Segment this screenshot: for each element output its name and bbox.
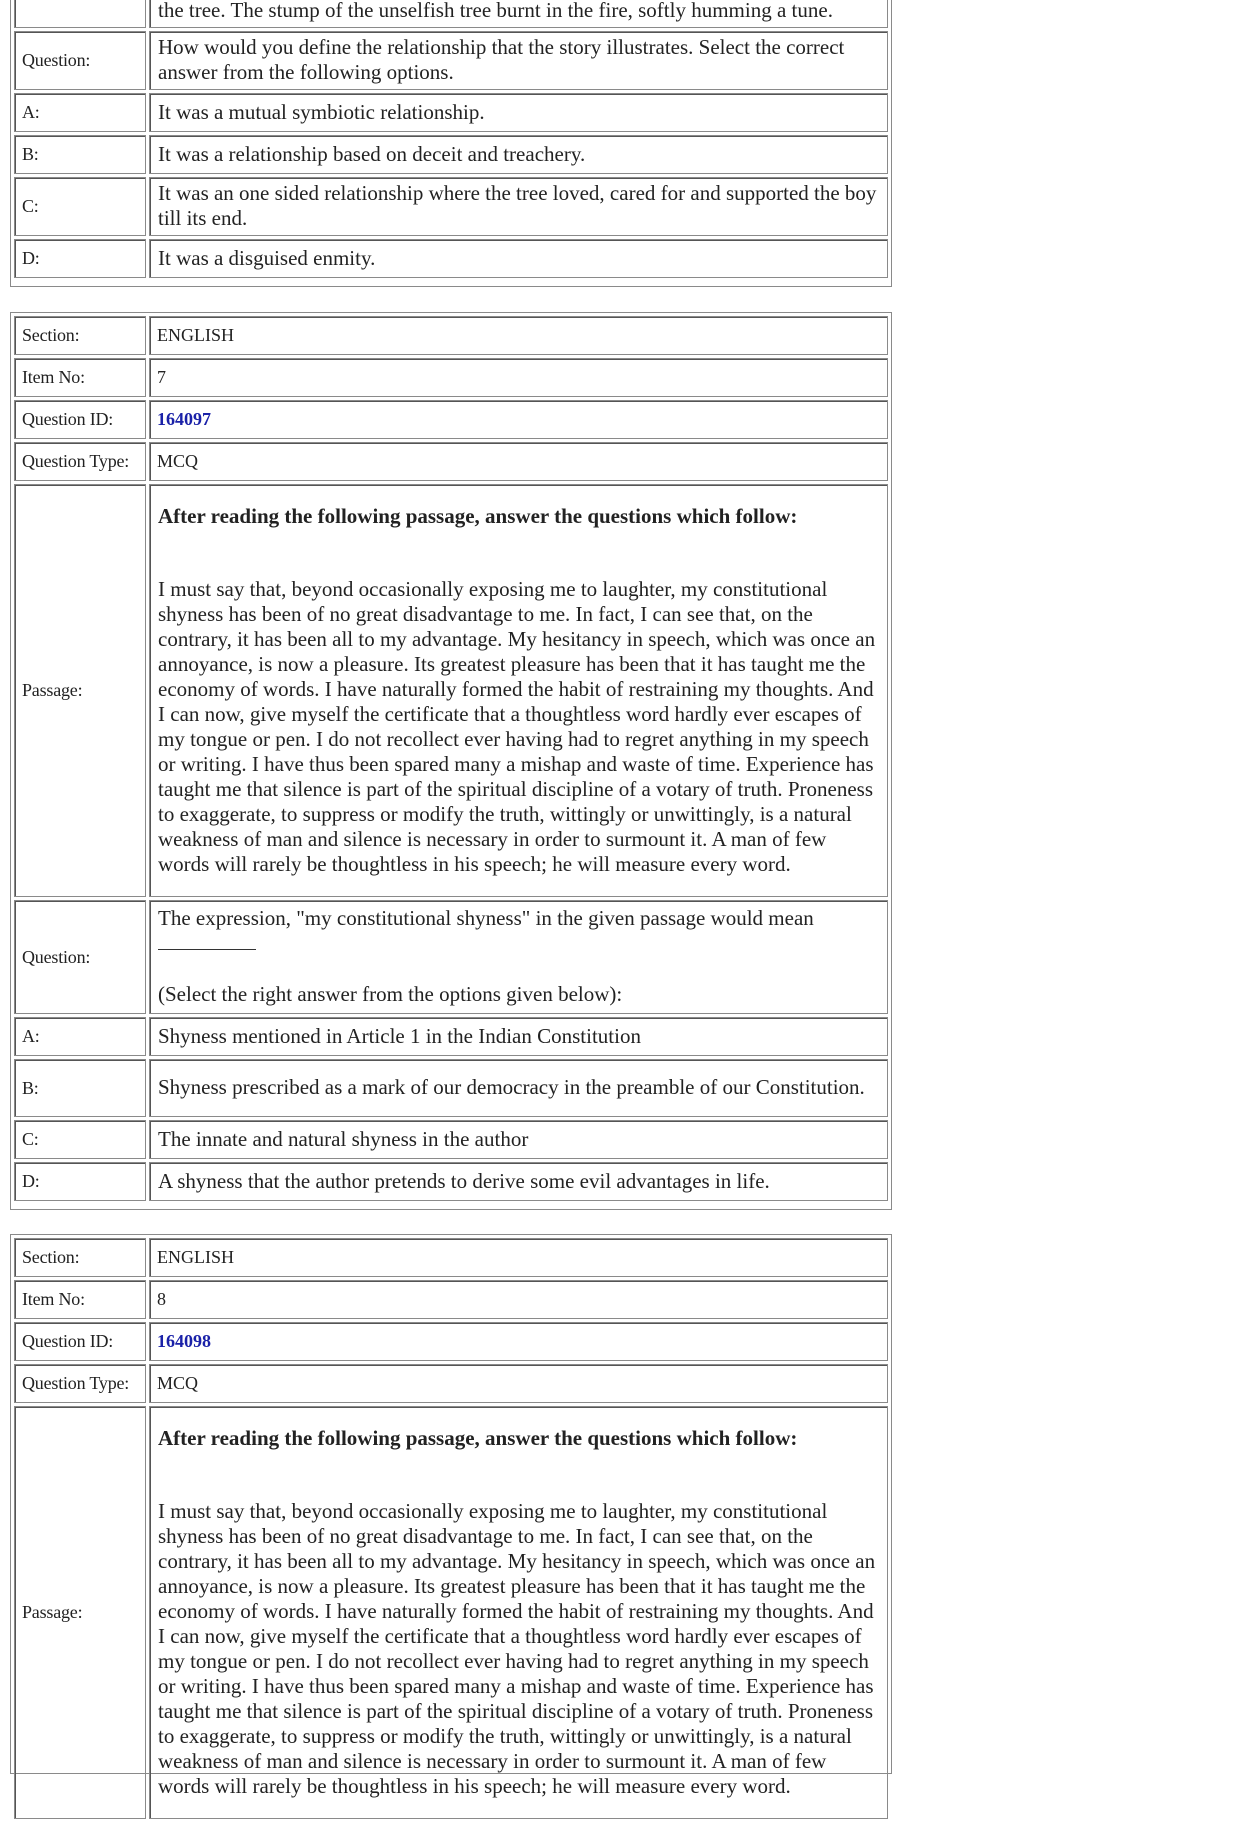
- question-id-label: Question ID:: [14, 1322, 146, 1361]
- option-d-text: It was a disguised enmity.: [149, 239, 888, 278]
- passage-text: I must say that, beyond occasionally exposing me to laughter, my constitutional shyness has been of no great disadvantage to me. In fact, I can see that, on the contrary, it has been all to my advantage. My hesitancy in speech, which was once an annoyance, is now a pleasure. Its greatest pleasure has been that it has taught me the economy of words. I have naturally formed the habit of restraining my thoughts. And I can now, give myself the certificate that a thoughtless word hardly ever escapes of my tongue or pen. I do not recollect ever having had to regret anything in my speech or writing. I have thus been spared many a mishap and waste of time. Experience has taught me that silence is part of the spiritual discipline of a votary of truth. Proneness to exaggerate, to suppress or modify the truth, wittingly or unwittingly, is a natural weakness of man and silence is necessary in order to surmount it. A man of few words will rarely be thoughtless in his speech; he will measure every word.: [158, 576, 876, 876]
- question-instruction: (Select the right answer from the options given below):: [158, 982, 623, 1006]
- option-b-label: B:: [14, 1059, 146, 1117]
- question-table-8: [10, 1234, 892, 1798]
- question-type-value: MCQ: [149, 442, 888, 481]
- passage-row: [14, 484, 888, 897]
- question-type-label: Question Type:: [14, 442, 146, 481]
- section-label: Section:: [14, 316, 146, 355]
- question-row: [14, 900, 888, 1014]
- option-a-text: Shyness mentioned in Article 1 in the Indian Constitution: [149, 1017, 888, 1056]
- option-row-d: [14, 239, 888, 278]
- option-b-text: It was a relationship based on deceit and treachery.: [149, 135, 888, 174]
- option-row-a: [14, 93, 888, 132]
- question-id-cell: [149, 400, 888, 439]
- answer-blank: [158, 948, 256, 950]
- question-id-value: 164098: [157, 1330, 211, 1351]
- section-value: ENGLISH: [149, 1238, 888, 1277]
- passage-cell: [149, 484, 888, 897]
- item-no-row: [14, 1280, 888, 1319]
- option-c-text: It was an one sided relationship where the tree loved, cared for and supported the boy till its end.: [149, 177, 888, 236]
- passage-row: [14, 0, 888, 28]
- section-value: ENGLISH: [149, 316, 888, 355]
- question-label: Question:: [14, 900, 146, 1014]
- option-a-label: A:: [14, 93, 146, 132]
- item-no-value: 8: [149, 1280, 888, 1319]
- option-row-a: [14, 1017, 888, 1056]
- passage-label: Passage:: [14, 1406, 146, 1819]
- question-type-row: [14, 442, 888, 481]
- option-d-label: D:: [14, 1162, 146, 1201]
- passage-row: [14, 1406, 888, 1819]
- passage-text: I must say that, beyond occasionally exposing me to laughter, my constitutional shyness has been of no great disadvantage to me. In fact, I can see that, on the contrary, it has been all to my advantage. My hesitancy in speech, which was once an annoyance, is now a pleasure. Its greatest pleasure has been that it has taught me the economy of words. I have naturally formed the habit of restraining my thoughts. And I can now, give myself the certificate that a thoughtless word hardly ever escapes of my tongue or pen. I do not recollect ever having had to regret anything in my speech or writing. I have thus been spared many a mishap and waste of time. Experience has taught me that silence is part of the spiritual discipline of a votary of truth. Proneness to exaggerate, to suppress or modify the truth, wittingly or unwittingly, is a natural weakness of man and silence is necessary in order to surmount it. A man of few words will rarely be thoughtless in his speech; he will measure every word.: [158, 1498, 876, 1798]
- option-row-c: [14, 177, 888, 236]
- option-row-b: [14, 135, 888, 174]
- option-d-label: D:: [14, 239, 146, 278]
- question-table-6: [10, 0, 892, 287]
- section-label: Section:: [14, 1238, 146, 1277]
- question-id-label: Question ID:: [14, 400, 146, 439]
- question-type-row: [14, 1364, 888, 1403]
- passage-text: the tree. The stump of the unselfish tree burnt in the fire, softly humming a tune.: [149, 0, 888, 28]
- passage-label-cell: [14, 0, 146, 28]
- option-a-text: It was a mutual symbiotic relationship.: [149, 93, 888, 132]
- option-b-label: B:: [14, 135, 146, 174]
- option-row-c: [14, 1120, 888, 1159]
- question-id-cell: [149, 1322, 888, 1361]
- option-d-text: A shyness that the author pretends to derive some evil advantages in life.: [149, 1162, 888, 1201]
- passage-label: Passage:: [14, 484, 146, 897]
- question-id-value: 164097: [157, 408, 211, 429]
- question-id-row: [14, 1322, 888, 1361]
- option-row-b: [14, 1059, 888, 1117]
- section-row: [14, 316, 888, 355]
- question-type-value: MCQ: [149, 1364, 888, 1403]
- option-c-text: The innate and natural shyness in the author: [149, 1120, 888, 1159]
- option-b-text: Shyness prescribed as a mark of our democracy in the preamble of our Constitution.: [149, 1059, 888, 1117]
- question-cell: [149, 900, 888, 1014]
- passage-title: After reading the following passage, answer the questions which follow:: [158, 503, 798, 528]
- question-label: Question:: [14, 31, 146, 90]
- item-no-label: Item No:: [14, 1280, 146, 1319]
- section-row: [14, 1238, 888, 1277]
- item-no-row: [14, 358, 888, 397]
- passage-title: After reading the following passage, answer the questions which follow:: [158, 1425, 798, 1450]
- question-row: [14, 31, 888, 90]
- question-type-label: Question Type:: [14, 1364, 146, 1403]
- question-text: The expression, "my constitutional shyness" in the given passage would mean: [158, 906, 814, 930]
- option-c-label: C:: [14, 1120, 146, 1159]
- question-id-row: [14, 400, 888, 439]
- passage-cell: [149, 1406, 888, 1819]
- option-a-label: A:: [14, 1017, 146, 1056]
- option-c-label: C:: [14, 177, 146, 236]
- item-no-label: Item No:: [14, 358, 146, 397]
- item-no-value: 7: [149, 358, 888, 397]
- question-text: How would you define the relationship that the story illustrates. Select the correct answer from the following options.: [149, 31, 888, 90]
- option-row-d: [14, 1162, 888, 1201]
- question-table-7: [10, 312, 892, 1210]
